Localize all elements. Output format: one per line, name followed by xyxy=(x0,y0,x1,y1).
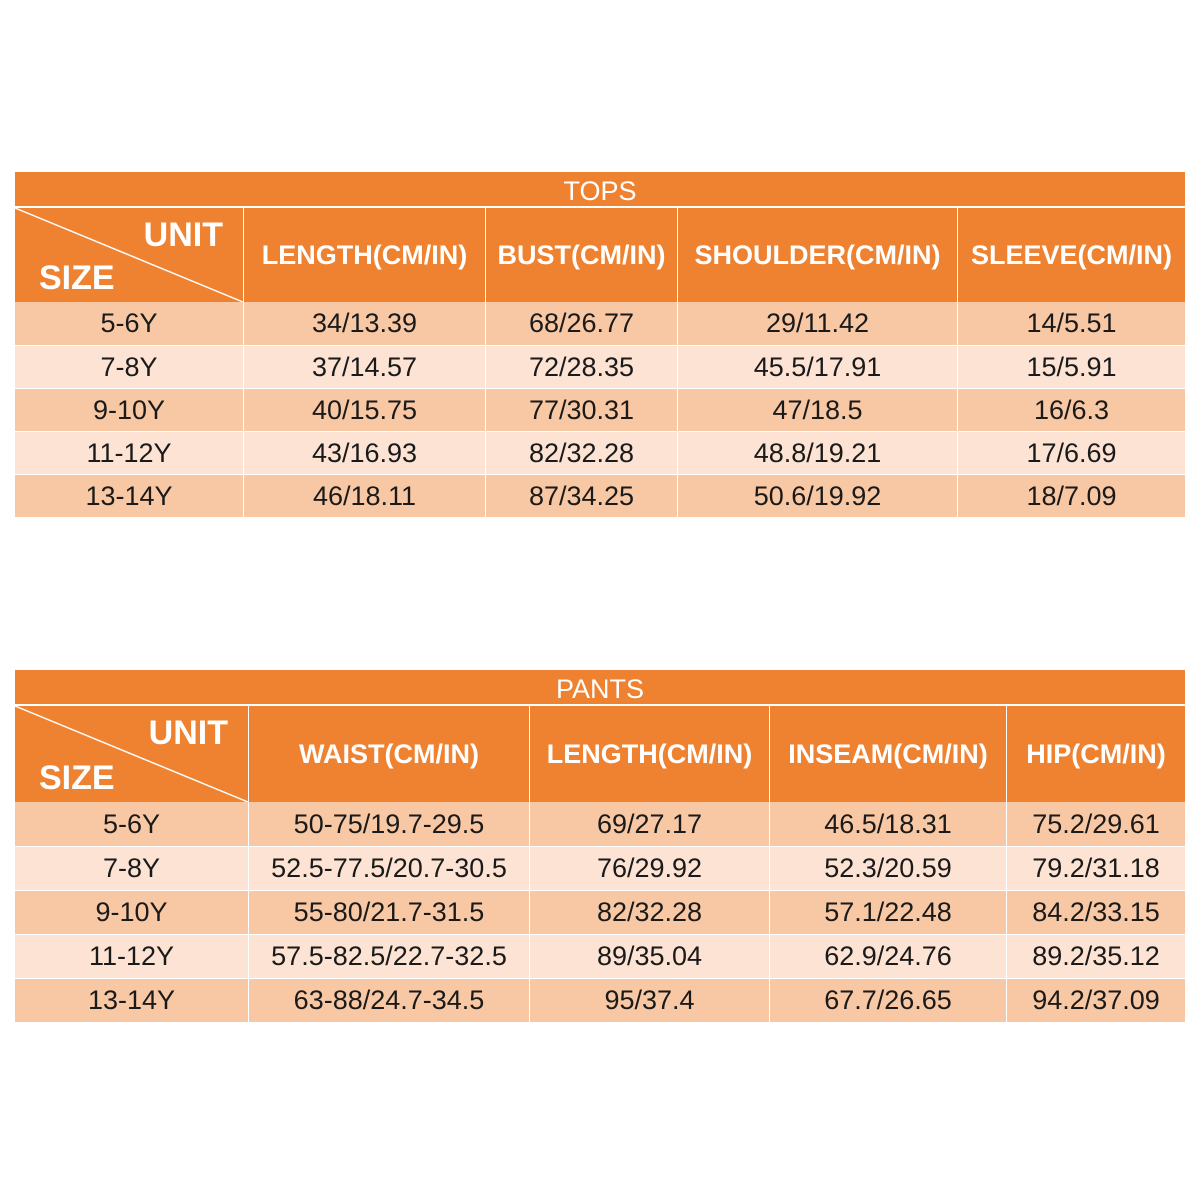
waist-cell: 55-80/21.7-31.5 xyxy=(248,891,529,934)
unit-label: UNIT xyxy=(143,216,223,254)
shoulder-cell: 45.5/17.91 xyxy=(677,346,957,388)
bust-cell: 77/30.31 xyxy=(485,389,677,431)
inseam-cell: 67.7/26.65 xyxy=(769,979,1006,1022)
size-cell: 9-10Y xyxy=(92,394,166,425)
shoulder-cell: 50.6/19.92 xyxy=(677,475,957,517)
table-row xyxy=(15,934,1185,978)
hip-cell: 89.2/35.12 xyxy=(1006,935,1185,978)
bust-cell: 82/32.28 xyxy=(485,432,677,474)
length-cell: 89/35.04 xyxy=(529,935,769,978)
size-label: SIZE xyxy=(39,259,115,297)
table-row xyxy=(15,431,1185,474)
size-cell: 13-14Y xyxy=(87,985,176,1015)
size-cell: 7-8Y xyxy=(102,853,161,883)
waist-cell: 63-88/24.7-34.5 xyxy=(248,979,529,1022)
length-cell: 34/13.39 xyxy=(243,302,485,345)
hip-cell: 79.2/31.18 xyxy=(1006,847,1185,890)
tops-header-length: LENGTH(CM/IN) xyxy=(243,208,485,302)
pants-size-chart xyxy=(15,670,1185,1022)
sleeve-cell: 18/7.09 xyxy=(957,475,1185,517)
tops-title: TOPS xyxy=(15,172,1185,208)
length-cell: 95/37.4 xyxy=(529,979,769,1022)
length-cell: 37/14.57 xyxy=(243,346,485,388)
pants-title: PANTS xyxy=(15,670,1185,706)
sleeve-cell: 17/6.69 xyxy=(957,432,1185,474)
hip-cell: 94.2/37.09 xyxy=(1006,979,1185,1022)
length-cell: 40/15.75 xyxy=(243,389,485,431)
pants-header-inseam: INSEAM(CM/IN) xyxy=(769,706,1006,802)
tops-header-shoulder: SHOULDER(CM/IN) xyxy=(677,208,957,302)
shoulder-cell: 47/18.5 xyxy=(677,389,957,431)
inseam-cell: 57.1/22.48 xyxy=(769,891,1006,934)
tops-corner-cell xyxy=(15,208,243,302)
shoulder-cell: 48.8/19.21 xyxy=(677,432,957,474)
shoulder-cell: 29/11.42 xyxy=(677,302,957,345)
hip-cell: 75.2/29.61 xyxy=(1006,802,1185,846)
table-row xyxy=(15,345,1185,388)
tops-header-sleeve: SLEEVE(CM/IN) xyxy=(957,208,1185,302)
table-row xyxy=(15,802,1185,846)
waist-cell: 57.5-82.5/22.7-32.5 xyxy=(248,935,529,978)
sleeve-cell: 14/5.51 xyxy=(957,302,1185,345)
size-cell: 7-8Y xyxy=(100,351,158,382)
waist-cell: 52.5-77.5/20.7-30.5 xyxy=(248,847,529,890)
hip-cell: 84.2/33.15 xyxy=(1006,891,1185,934)
size-cell: 11-12Y xyxy=(88,941,175,971)
size-cell: 9-10Y xyxy=(95,897,168,927)
length-cell: 69/27.17 xyxy=(529,802,769,846)
size-cell: 5-6Y xyxy=(102,808,161,839)
sleeve-cell: 15/5.91 xyxy=(957,346,1185,388)
tops-header-bust: BUST(CM/IN) xyxy=(485,208,677,302)
inseam-cell: 62.9/24.76 xyxy=(769,935,1006,978)
unit-label: UNIT xyxy=(148,714,228,752)
waist-cell: 50-75/19.7-29.5 xyxy=(248,802,529,846)
length-cell: 43/16.93 xyxy=(243,432,485,474)
size-label: SIZE xyxy=(39,759,115,797)
bust-cell: 87/34.25 xyxy=(485,475,677,517)
table-row xyxy=(15,474,1185,517)
size-cell: 5-6Y xyxy=(100,308,158,338)
tops-header-row xyxy=(15,208,1185,302)
length-cell: 46/18.11 xyxy=(243,475,485,517)
table-row xyxy=(15,890,1185,934)
length-cell: 82/32.28 xyxy=(529,891,769,934)
bust-cell: 72/28.35 xyxy=(485,346,677,388)
size-cell: 11-12Y xyxy=(86,437,172,468)
table-row xyxy=(15,978,1185,1022)
inseam-cell: 52.3/20.59 xyxy=(769,847,1006,890)
table-row xyxy=(15,846,1185,890)
table-row xyxy=(15,302,1185,345)
pants-header-waist: WAIST(CM/IN) xyxy=(248,706,529,802)
pants-corner-cell xyxy=(15,706,248,802)
pants-header-hip: HIP(CM/IN) xyxy=(1006,706,1185,802)
pants-header-row xyxy=(15,706,1185,802)
pants-header-length: LENGTH(CM/IN) xyxy=(529,706,769,802)
table-row xyxy=(15,388,1185,431)
bust-cell: 68/26.77 xyxy=(485,302,677,345)
sleeve-cell: 16/6.3 xyxy=(957,389,1185,431)
inseam-cell: 46.5/18.31 xyxy=(769,802,1006,846)
length-cell: 76/29.92 xyxy=(529,847,769,890)
size-cell: 13-14Y xyxy=(85,480,173,511)
tops-size-chart xyxy=(15,172,1185,517)
